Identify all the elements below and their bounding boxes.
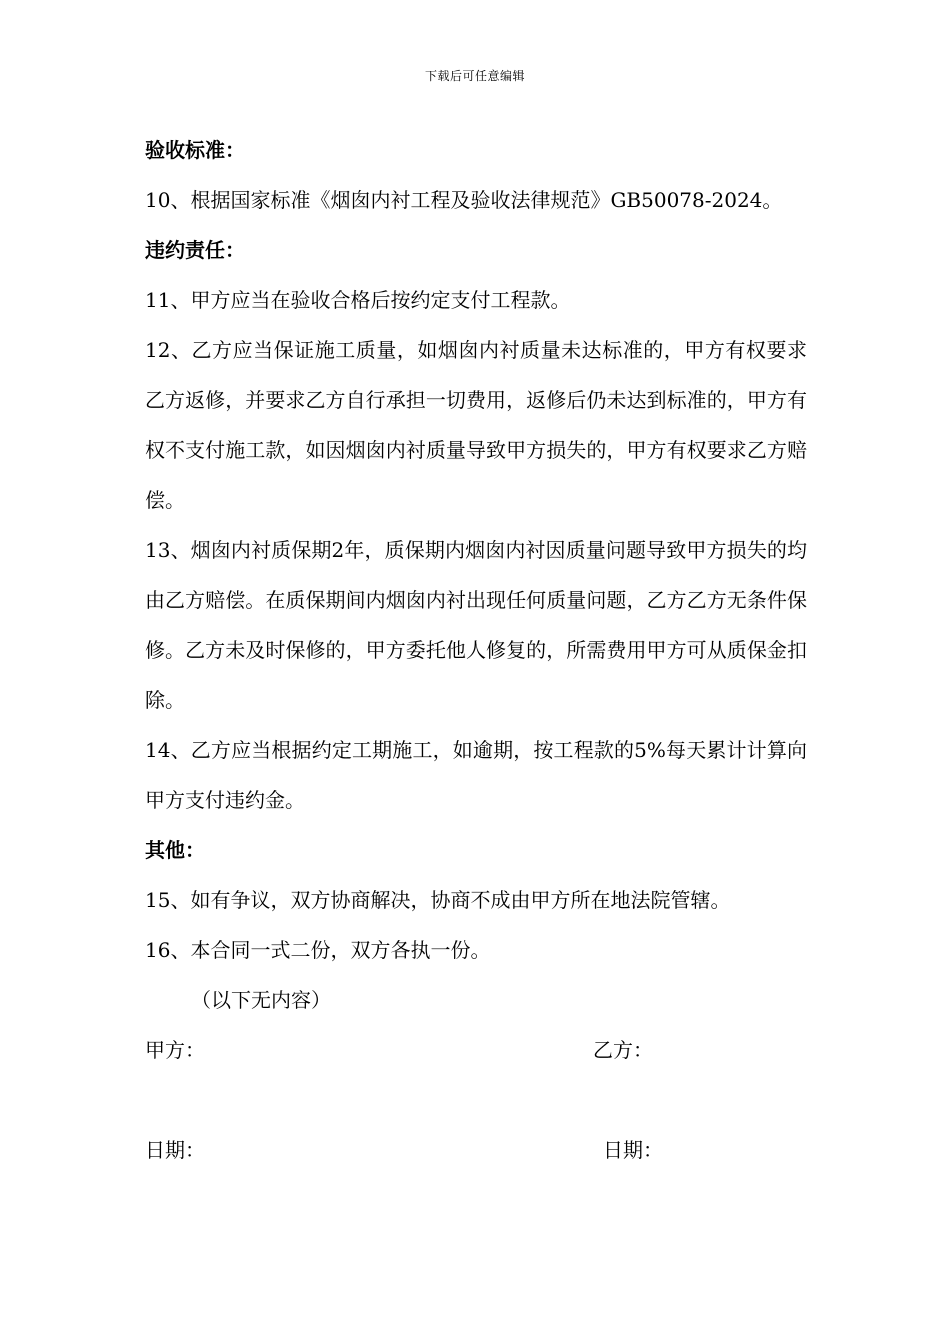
party-a-label: 甲方： <box>145 1038 205 1062</box>
section-title-other: 其他： <box>145 838 205 862</box>
page-header-note: 下载后可任意编辑 <box>424 69 525 83</box>
clause-12: 12、乙方应当保证施工质量，如烟囱内衬质量未达标准的，甲方有权要求乙方返修，并要求乙方自行承担一切费用，返修后仍未达到标准的，甲方有权不支付施工款，如因烟囱内衬质量导致甲方损失的，甲方有权要求乙方赔偿。 <box>145 338 807 512</box>
clause-14: 14、乙方应当根据约定工期施工，如逾期，按工程款的5%每天累计计算向甲方支付违约金。 <box>145 738 807 812</box>
signature-parties-row <box>145 1025 807 1075</box>
signature-space <box>145 1075 807 1125</box>
date-a-label: 日期： <box>145 1138 205 1162</box>
end-of-content-note: （以下无内容） <box>191 988 331 1012</box>
clause-10: 10、根据国家标准《烟囱内衬工程及验收法律规范》GB50078-2024。 <box>145 188 783 212</box>
party-b-label: 乙方： <box>593 1038 653 1062</box>
section-title-liability: 违约责任： <box>145 238 245 262</box>
clause-15: 15、如有争议，双方协商解决，协商不成由甲方所在地法院管辖。 <box>145 888 731 912</box>
date-b-label: 日期： <box>603 1138 663 1162</box>
section-title-acceptance: 验收标准： <box>145 138 245 162</box>
contract-body <box>145 125 807 1175</box>
signature-dates-row <box>145 1125 807 1175</box>
clause-16: 16、本合同一式二份，双方各执一份。 <box>145 938 491 962</box>
clause-11: 11、甲方应当在验收合格后按约定支付工程款。 <box>145 288 571 312</box>
clause-13: 13、烟囱内衬质保期2年，质保期内烟囱内衬因质量问题导致甲方损失的均由乙方赔偿。在质保期间内烟囱内衬出现任何质量问题，乙方乙方无条件保修。乙方未及时保修的，甲方委托他人修复的，所需费用甲方可从质保金扣除。 <box>145 538 807 712</box>
